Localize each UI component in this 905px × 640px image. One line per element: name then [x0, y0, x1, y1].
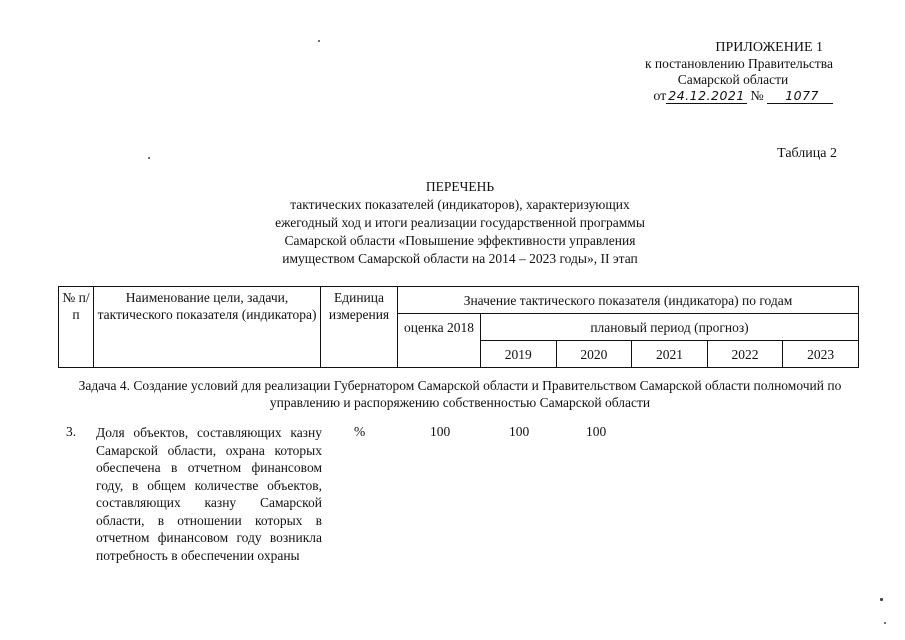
date-prefix: от [653, 89, 667, 104]
value-2019: 100 [509, 424, 530, 439]
header-plan: плановый период (прогноз) [481, 314, 859, 341]
document-heading [180, 178, 740, 268]
task-heading: Задача 4. Создание условий для реализации Губернатором Самарской области и Правительством Самарской области полномочий по управлению и распоряжению собственностью Самарской области [78, 378, 842, 410]
header-year-2021: 2021 [632, 341, 708, 368]
heading-line-2: ежегодный ход и итоги реализации государственной программы [275, 215, 645, 230]
appendix-title: ПРИЛОЖЕНИЕ 1 [715, 40, 823, 55]
header-estimate: оценка 2018 [398, 314, 481, 368]
appendix-block [593, 40, 833, 105]
scan-speck [148, 157, 150, 159]
heading-line-3: Самарской области «Повышение эффективности управления [284, 233, 636, 248]
header-year-2019: 2019 [481, 341, 557, 368]
scan-speck [318, 40, 320, 42]
header-year-2020: 2020 [556, 341, 632, 368]
indicators-table-header [58, 286, 859, 368]
header-year-2023: 2023 [783, 341, 859, 368]
handwritten-date: 24.12.2021 [668, 88, 745, 103]
value-2018: 100 [430, 424, 451, 439]
appendix-line-3: Самарской области [677, 72, 789, 87]
header-unit: Единица измерения [321, 287, 398, 368]
appendix-date-line [593, 88, 833, 105]
scan-speck [884, 622, 886, 624]
scan-speck [880, 598, 883, 601]
header-year-2022: 2022 [707, 341, 783, 368]
handwritten-number: 1077 [767, 88, 833, 104]
indicator-name: Доля объектов, составляющих казну Самарской области, охрана которых обеспечена в отчетном финансовом году, в общем количестве объектов, составляющих казну Самарской области, в отношении которых в отчетном финансовом году возникла потребность в обеспечении охраны [96, 425, 322, 563]
table-number: Таблица 2 [777, 146, 837, 161]
header-num: № п/п [59, 287, 94, 368]
appendix-line-2: к постановлению Правительства [644, 56, 833, 71]
header-name: Наименование цели, задачи, тактического показателя (индикатора) [94, 287, 321, 368]
heading-line-1: тактических показателей (индикаторов), характеризующих [290, 197, 630, 212]
indicator-unit: % [354, 424, 366, 439]
value-2020: 100 [586, 424, 607, 439]
header-values: Значение тактического показателя (индикатора) по годам [398, 287, 859, 314]
heading-title: ПЕРЕЧЕНЬ [425, 179, 495, 194]
number-prefix: № [750, 89, 764, 104]
row-number: 3. [66, 424, 77, 439]
heading-line-4: имуществом Самарской области на 2014 – 2023 годы», II этап [282, 251, 638, 266]
